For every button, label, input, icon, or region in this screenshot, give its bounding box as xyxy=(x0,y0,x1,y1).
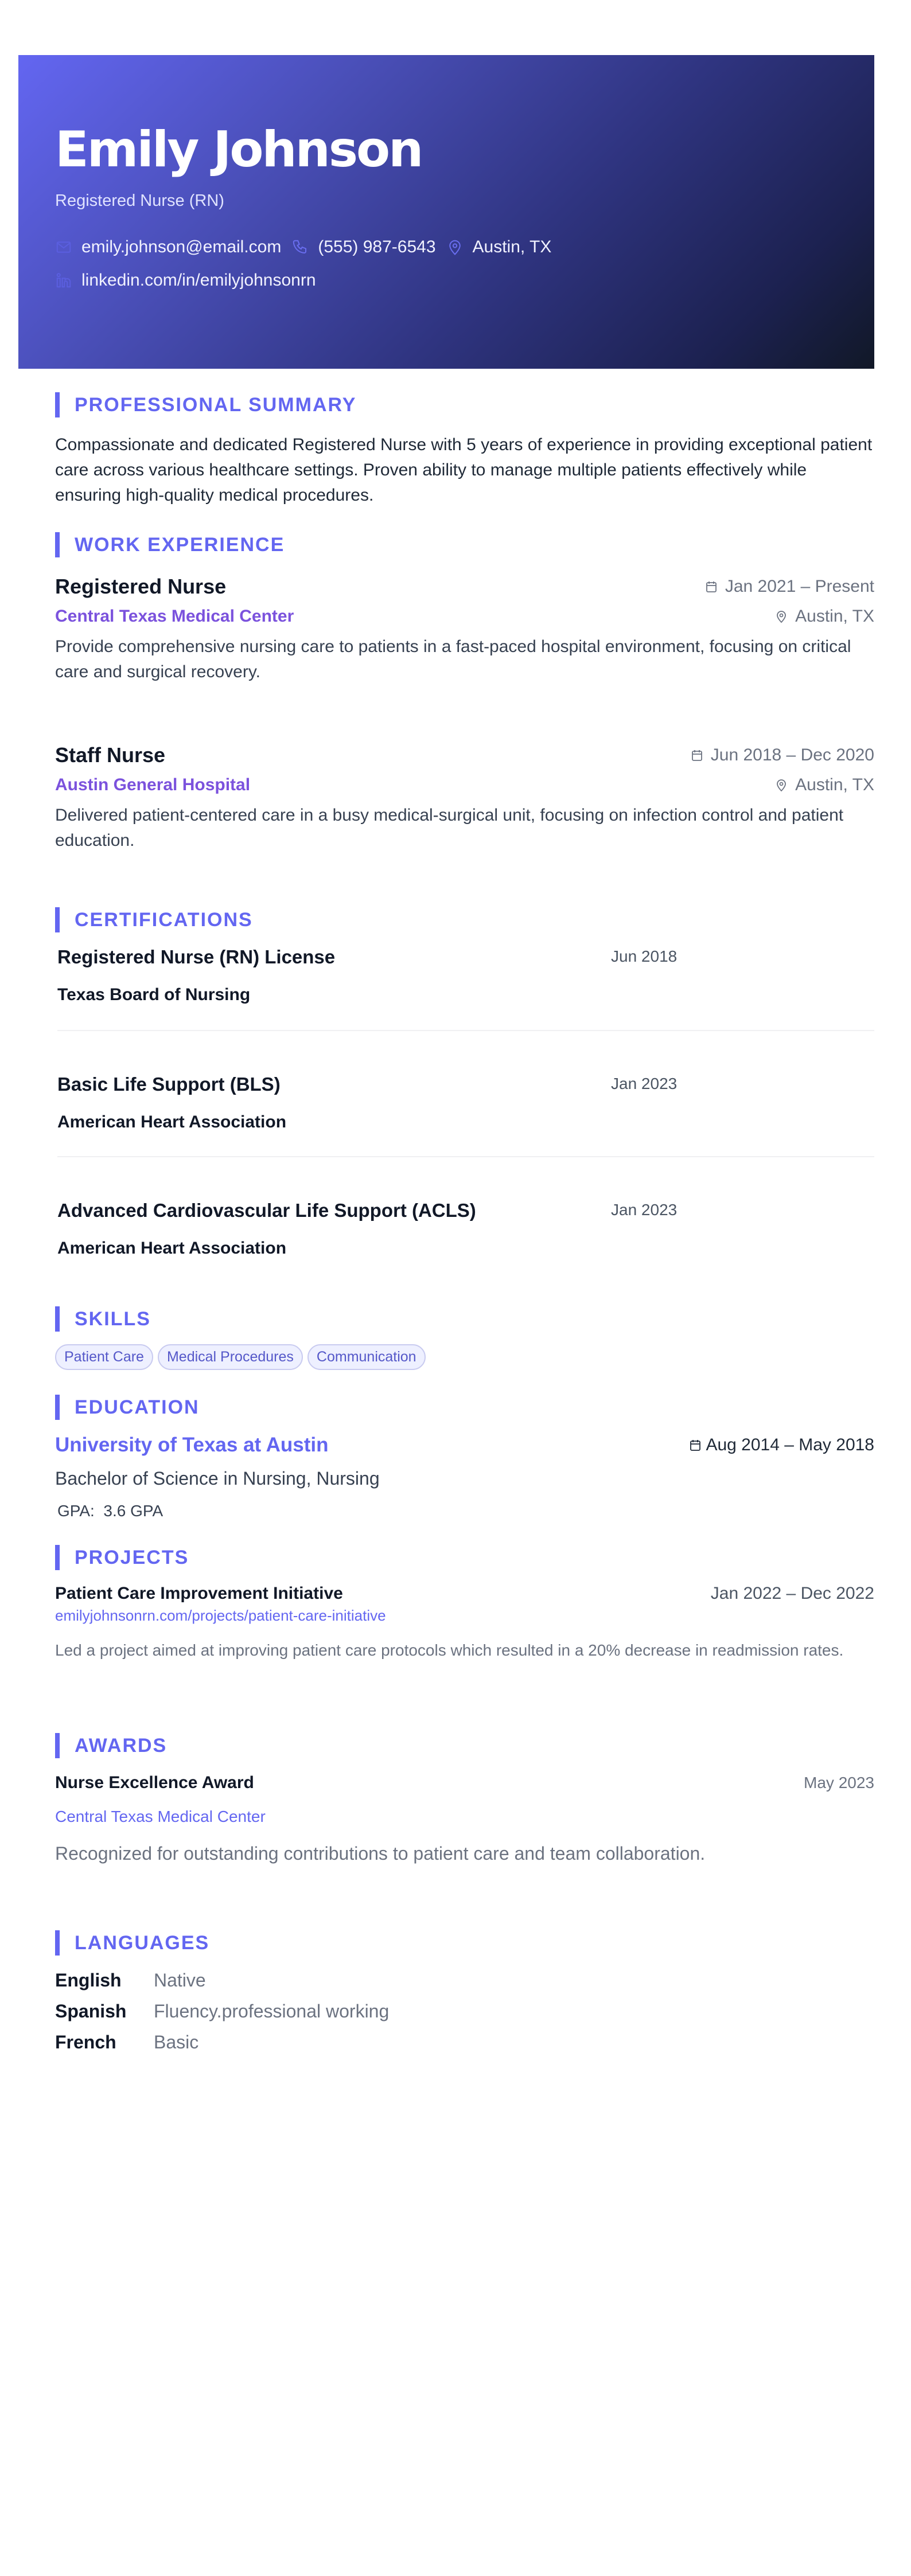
job-description: Delivered patient-centered care in a busy medical-surgical unit, focusing on infection control and patient education. xyxy=(55,806,844,850)
contact-location xyxy=(446,237,552,257)
certification-title: Registered Nurse (RN) License xyxy=(57,946,336,967)
award-date: May 2023 xyxy=(804,1774,874,1792)
location-text: Austin, TX xyxy=(472,237,552,256)
language-name: English xyxy=(55,1970,122,1990)
linkedin-icon xyxy=(55,272,72,289)
divider xyxy=(57,1156,874,1157)
phone-text: (555) 987-6543 xyxy=(318,237,436,256)
section-heading-languages xyxy=(55,1930,209,1956)
language-name: Spanish xyxy=(55,2001,127,2021)
degree: Bachelor of Science in Nursing, Nursing xyxy=(55,1468,380,1489)
job-description: Provide comprehensive nursing care to patients in a fast-paced hospital environment, focusing on critical care and surgical recovery. xyxy=(55,637,851,681)
contact-email[interactable] xyxy=(55,237,281,257)
section-heading-experience xyxy=(55,532,285,557)
section-accent-bar xyxy=(55,532,60,557)
calendar-icon xyxy=(690,748,704,762)
candidate-name: Emily Johnson xyxy=(55,121,422,178)
certification-date: Jan 2023 xyxy=(611,1201,678,1219)
section-accent-bar xyxy=(55,1395,60,1420)
section-title: SKILLS xyxy=(75,1307,151,1330)
map-pin-icon xyxy=(446,239,464,256)
contact-row xyxy=(55,271,326,290)
section-title: LANGUAGES xyxy=(75,1931,210,1954)
certification-issuer: American Heart Association xyxy=(57,1113,287,1131)
experience-item xyxy=(55,743,874,853)
job-title: Registered Nurse xyxy=(55,575,227,598)
certification-issuer: Texas Board of Nursing xyxy=(57,985,251,1004)
contact-row xyxy=(55,237,562,257)
language-level: Basic xyxy=(154,2032,199,2052)
education-item xyxy=(55,1434,874,1520)
language-name: French xyxy=(55,2032,116,2052)
section-heading-skills xyxy=(55,1306,151,1332)
language-level: Fluency.professional working xyxy=(154,2001,390,2021)
section-heading-summary xyxy=(55,392,356,417)
project-dates: Jan 2022 – Dec 2022 xyxy=(710,1584,874,1603)
section-title: PROJECTS xyxy=(75,1546,189,1568)
certification-item xyxy=(57,1074,874,1132)
experience-item xyxy=(55,575,874,685)
mail-icon xyxy=(55,239,72,256)
section-title: EDUCATION xyxy=(75,1396,200,1418)
certification-date: Jan 2023 xyxy=(611,1075,678,1092)
certification-item xyxy=(57,1200,874,1258)
section-accent-bar xyxy=(55,392,60,417)
award-item xyxy=(55,1773,874,1864)
certification-title: Basic Life Support (BLS) xyxy=(57,1074,281,1095)
phone-icon xyxy=(291,239,309,256)
language-item xyxy=(55,1965,874,1996)
section-title: PROFESSIONAL SUMMARY xyxy=(75,393,357,416)
section-accent-bar xyxy=(55,907,60,932)
divider xyxy=(57,1030,874,1031)
skill-chip: Medical Procedures xyxy=(158,1344,303,1370)
section-accent-bar xyxy=(55,1545,60,1570)
calendar-icon xyxy=(688,1438,702,1452)
award-description: Recognized for outstanding contributions to patient care and team collaboration. xyxy=(55,1843,706,1864)
project-title: Patient Care Improvement Initiative xyxy=(55,1584,343,1603)
section-accent-bar xyxy=(55,1306,60,1332)
skills-list xyxy=(55,1344,430,1370)
company-name: Central Texas Medical Center xyxy=(55,607,294,626)
award-title: Nurse Excellence Award xyxy=(55,1773,254,1792)
language-level: Native xyxy=(154,1970,206,1990)
section-accent-bar xyxy=(55,1930,60,1956)
gpa: GPA: 3.6 GPA xyxy=(57,1502,163,1520)
candidate-role: Registered Nurse (RN) xyxy=(55,192,224,210)
section-heading-certifications xyxy=(55,907,253,932)
map-pin-icon xyxy=(774,778,788,792)
resume-header xyxy=(18,55,874,369)
section-title: WORK EXPERIENCE xyxy=(75,533,285,556)
certification-date: Jun 2018 xyxy=(611,947,678,965)
company-name: Austin General Hospital xyxy=(55,775,251,794)
contact-phone[interactable] xyxy=(291,237,435,257)
section-title: AWARDS xyxy=(75,1734,168,1757)
email-text: emily.johnson@email.com xyxy=(81,237,282,256)
project-link[interactable]: emilyjohnsonrn.com/projects/patient-care-initiative xyxy=(55,1607,386,1624)
project-description: Led a project aimed at improving patient care protocols which resulted in a 20% decrease in readmission rates. xyxy=(55,1641,844,1659)
calendar-icon xyxy=(704,580,718,594)
award-organization: Central Texas Medical Center xyxy=(55,1808,266,1825)
section-accent-bar xyxy=(55,1733,60,1758)
job-location: Austin, TX xyxy=(774,607,874,626)
section-heading-awards xyxy=(55,1733,167,1758)
project-item xyxy=(55,1584,874,1662)
job-dates: Jun 2018 – Dec 2020 xyxy=(690,746,874,765)
job-location: Austin, TX xyxy=(774,775,874,795)
contact-linkedin[interactable] xyxy=(55,271,316,290)
education-dates: Aug 2014 – May 2018 xyxy=(688,1435,874,1455)
job-dates: Jan 2021 – Present xyxy=(704,577,874,596)
certification-title: Advanced Cardiovascular Life Support (ACLS) xyxy=(57,1200,476,1221)
skill-chip: Communication xyxy=(307,1344,426,1370)
skill-chip: Patient Care xyxy=(55,1344,153,1370)
certification-item xyxy=(57,946,874,1005)
language-item xyxy=(55,2027,874,2058)
job-title: Staff Nurse xyxy=(55,743,166,767)
languages-list xyxy=(55,1965,874,2058)
summary-text: Compassionate and dedicated Registered Nurse with 5 years of experience in providing exceptional patient care across various healthcare settings. Proven ability to manage multiple patients effectively while ensuring high-quality medical procedures. xyxy=(55,435,873,505)
language-item xyxy=(55,1996,874,2027)
school-name: University of Texas at Austin xyxy=(55,1434,329,1456)
section-heading-education xyxy=(55,1395,200,1420)
section-heading-projects xyxy=(55,1545,189,1570)
map-pin-icon xyxy=(774,610,788,623)
linkedin-text: linkedin.com/in/emilyjohnsonrn xyxy=(81,271,316,290)
certification-issuer: American Heart Association xyxy=(57,1239,287,1258)
section-title: CERTIFICATIONS xyxy=(75,908,253,931)
